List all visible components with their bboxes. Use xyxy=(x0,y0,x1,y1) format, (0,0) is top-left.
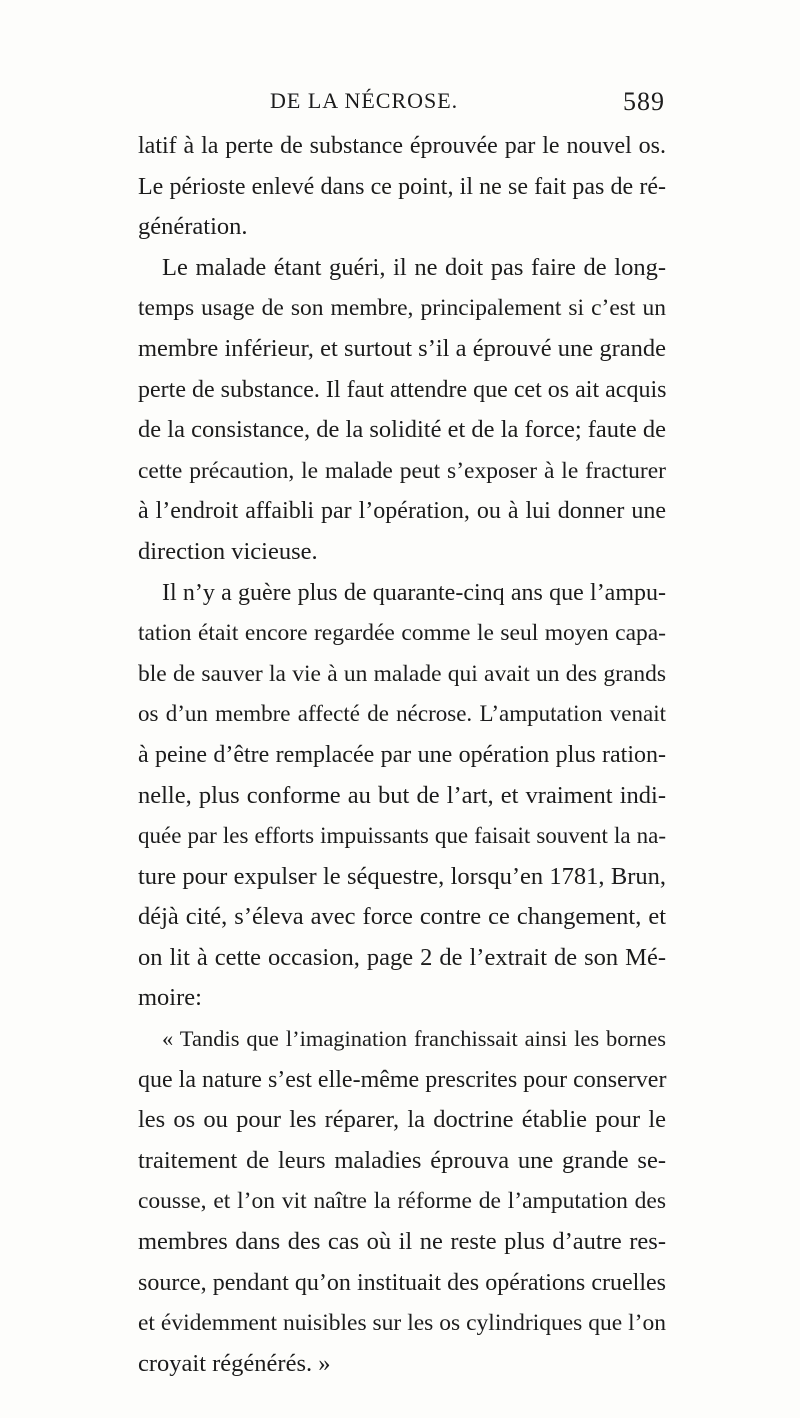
text-line: Le malade étant guéri, il ne doit pas faire de long- xyxy=(162,253,666,281)
text-line: à l’endroit affaibli par l’opération, ou à lui donner une xyxy=(138,498,666,525)
text-line: latif à la perte de substance éprouvée par le nouvel os. xyxy=(138,133,666,159)
text-line: Il n’y a guère plus de quarante-cinq ans que l’ampu- xyxy=(162,579,666,606)
text-line: os d’un membre affecté de nécrose. L’amputation venait xyxy=(138,701,666,727)
text-line: on lit à cette occasion, page 2 de l’extrait de son Mé- xyxy=(138,943,666,971)
text-line: « Tandis que l’imagination franchissait ainsi les bornes xyxy=(162,1026,666,1052)
text-line: moire: xyxy=(138,984,202,1012)
text-line: à peine d’être remplacée par une opération plus ration- xyxy=(138,741,666,768)
text-line: et évidemment nuisibles sur les os cylindriques que l’on xyxy=(138,1310,666,1337)
text-line: les os ou pour les réparer, la doctrine établie pour le xyxy=(138,1106,666,1134)
text-line: quée par les efforts impuissants que faisait souvent la na- xyxy=(138,823,666,849)
text-line: cousse, et l’on vit naître la réforme de l’amputation des xyxy=(138,1188,666,1215)
text-line: ture pour expulser le séquestre, lorsqu’en 1781, Brun, xyxy=(138,862,666,890)
text-line: membres dans des cas où il ne reste plus d’autre res- xyxy=(138,1228,666,1256)
text-line: traitement de leurs maladies éprouva une grande se- xyxy=(138,1146,666,1174)
text-line: temps usage de son membre, principalement si c’est un xyxy=(138,295,666,322)
text-line: croyait régénérés. » xyxy=(138,1349,331,1377)
text-line: perte de substance. Il faut attendre que cet os ait acquis xyxy=(138,376,667,403)
text-line: que la nature s’est elle-même prescrites pour conserver xyxy=(138,1066,667,1093)
text-line: génération. xyxy=(138,213,248,241)
body-text xyxy=(138,126,666,1384)
page-header xyxy=(270,88,665,122)
text-line: déjà cité, s’éleva avec force contre ce changement, et xyxy=(138,903,666,931)
text-line: de la consistance, de la solidité et de la force; faute de xyxy=(138,416,666,444)
text-line: Le périoste enlevé dans ce point, il ne se fait pas de ré- xyxy=(138,173,666,200)
text-line: tation était encore regardée comme le seul moyen capa- xyxy=(138,620,666,647)
page-number: 589 xyxy=(623,87,665,116)
text-line: ble de sauver la vie à un malade qui avait un des grands xyxy=(138,660,666,687)
text-line: direction vicieuse. xyxy=(138,537,318,565)
text-line: cette précaution, le malade peut s’exposer à le fracturer xyxy=(138,457,666,484)
text-line: membre inférieur, et surtout s’il a éprouvé une grande xyxy=(138,334,666,362)
running-title: DE LA NÉCROSE. xyxy=(270,88,459,113)
text-line: nelle, plus conforme au but de l’art, et vraiment indi- xyxy=(138,781,666,809)
text-line: source, pendant qu’on instituait des opérations cruelles xyxy=(138,1269,666,1296)
